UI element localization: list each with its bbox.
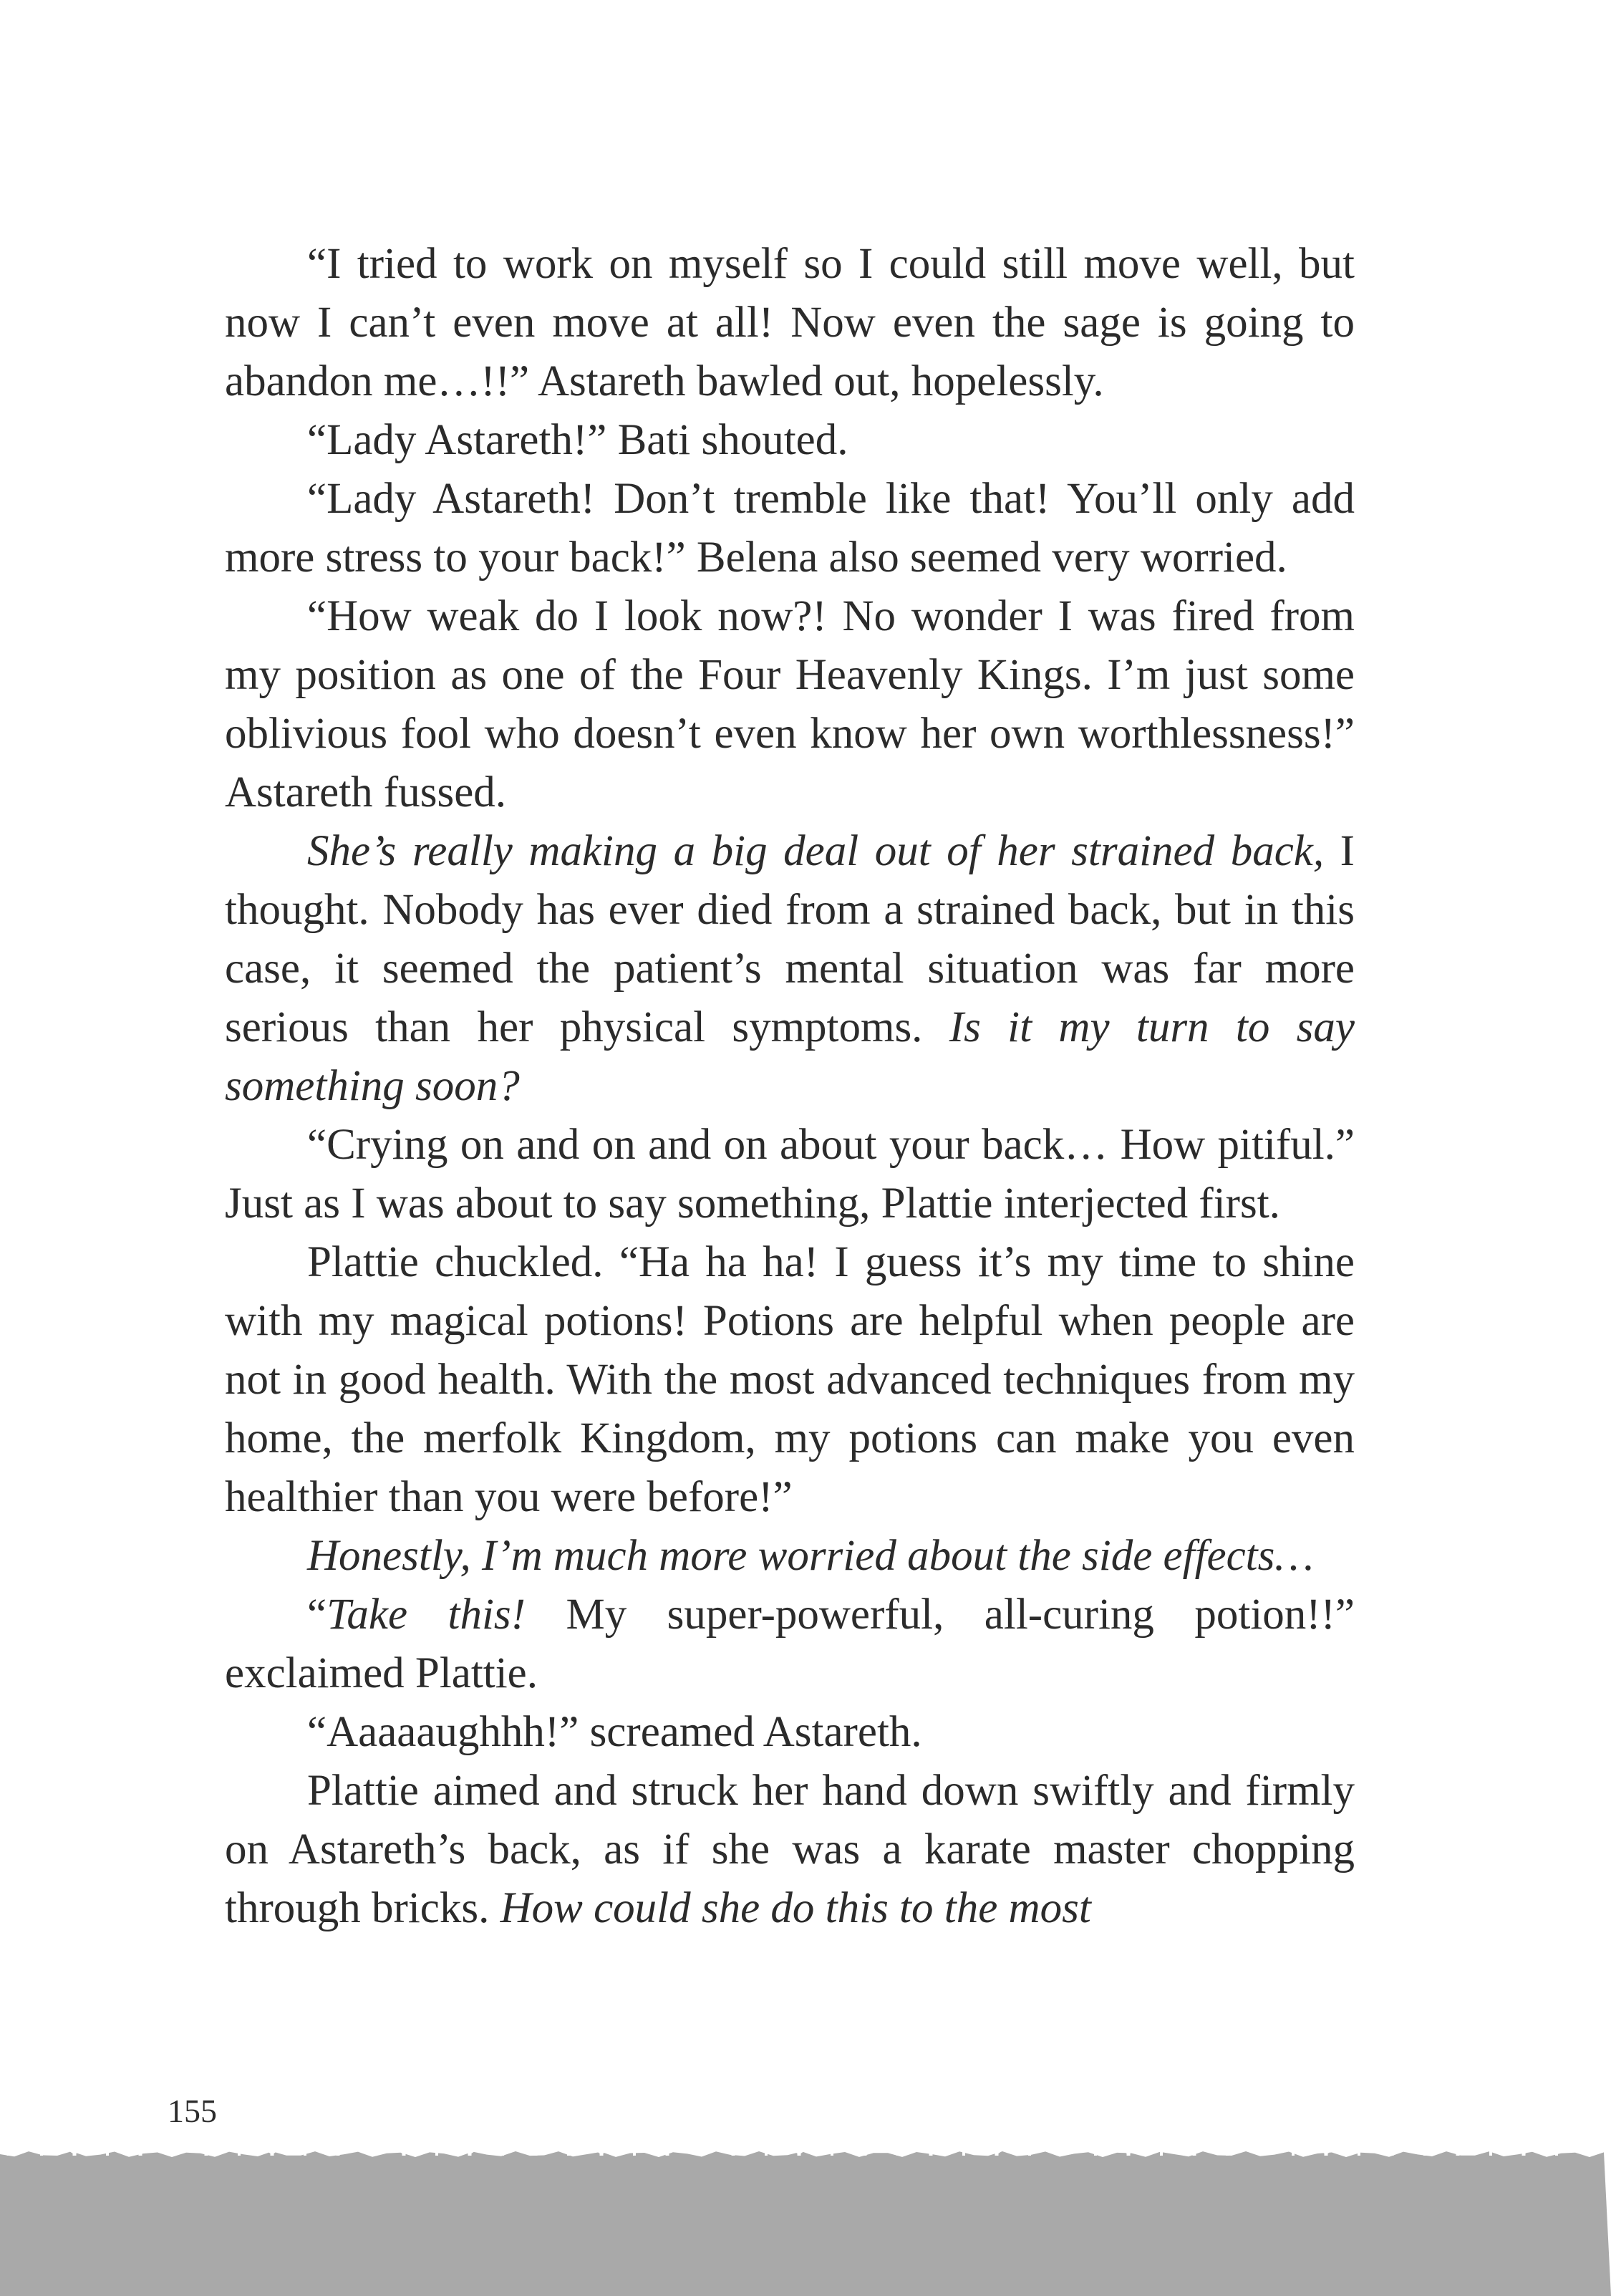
- sprig-icon: [122, 2128, 185, 2156]
- italic-text: Is it my turn to say something soon?: [225, 1003, 1355, 1110]
- sprig-icon: [56, 2128, 119, 2156]
- sprig-icon: [978, 2128, 1041, 2156]
- sprig-icon: [385, 2128, 448, 2156]
- text-run: “Lady Astareth! Don’t tremble like that! You’ll only add more stress to your back!” Belena also seemed very worried.: [225, 475, 1355, 582]
- paragraph: [225, 1762, 1355, 1938]
- text-run: “Aaaaaughhh!” screamed Astareth.: [307, 1708, 922, 1756]
- paragraph: [225, 1586, 1355, 1703]
- text-run: “Crying on and on and on about your back… How pitiful.” Just as I was about to say something, Plattie interjected first.: [225, 1121, 1355, 1227]
- text-run: Plattie chuckled. “Ha ha ha! I guess it’s my time to shine with my magical potions! Potions are helpful when people are not in good health. With the most advanced techniques from my home, the merfolk Kingdom, my potions can make you even healthier than you were before!”: [225, 1238, 1355, 1521]
- sprig-icon: [1571, 2128, 1611, 2156]
- sprig-icon: [1242, 2128, 1305, 2156]
- paragraph: [225, 411, 1355, 470]
- sprig-icon: [517, 2128, 580, 2156]
- sprig-icon: [253, 2128, 316, 2156]
- italic-text: Honestly, I’m much more worried about the side effects…: [307, 1532, 1314, 1580]
- italic-text: She’s really making a big deal out of her strained back,: [307, 827, 1325, 875]
- sprig-icon: [1110, 2128, 1173, 2156]
- footer-band-background: [0, 2151, 1611, 2296]
- text-run: “: [307, 1591, 327, 1639]
- paragraph: [225, 1116, 1355, 1233]
- text-run: Plattie aimed and struck her hand down swiftly and firmly on Astareth’s back, as if she was a karate master chopping through bricks.: [225, 1767, 1355, 1932]
- paragraph: [225, 1703, 1355, 1762]
- paragraph: [225, 587, 1355, 822]
- sprig-icon: [1044, 2128, 1107, 2156]
- sprig-icon: [1373, 2128, 1436, 2156]
- sprig-icon: [188, 2128, 251, 2156]
- sprig-icon: [1505, 2128, 1568, 2156]
- footer-decorative-band: [0, 2127, 1611, 2296]
- sprig-icon: [780, 2128, 843, 2156]
- sprig-icon: [715, 2128, 778, 2156]
- text-run: My super-powerful, all-curing potion!!” exclaimed Plattie.: [225, 1591, 1355, 1697]
- page-number: 155: [168, 2093, 217, 2129]
- sprig-icon: [1439, 2128, 1502, 2156]
- paragraph: [225, 822, 1355, 1116]
- sprig-icon: [1176, 2128, 1239, 2156]
- paragraph: [225, 1233, 1355, 1527]
- paragraph: [225, 470, 1355, 587]
- text-run: “I tried to work on myself so I could still move well, but now I can’t even move at all! Now even the sage is going to abandon me…!!” Astareth bawled out, hopelessly.: [225, 240, 1355, 405]
- sprig-icon: [319, 2128, 382, 2156]
- text-run: “Lady Astareth!” Bati shouted.: [307, 416, 848, 464]
- paragraph: [225, 1527, 1355, 1586]
- sprig-icon: [846, 2128, 909, 2156]
- italic-text: Take this!: [326, 1591, 526, 1639]
- sprig-icon: [451, 2128, 514, 2156]
- sprig-icon: [649, 2128, 712, 2156]
- sprig-icon: [1307, 2128, 1370, 2156]
- sprig-icon: [912, 2128, 975, 2156]
- text-run: I thought. Nobody has ever died from a strained back, but in this case, it seemed the patient’s mental situation was far more serious than her physical symptoms.: [225, 827, 1355, 1051]
- sprig-icon: [0, 2128, 53, 2156]
- sprig-pattern-icon: [0, 2127, 1611, 2296]
- paragraph: [225, 235, 1355, 411]
- italic-text: How could she do this to the most: [500, 1884, 1091, 1932]
- sprig-icon: [583, 2128, 646, 2156]
- body-text: [225, 235, 1355, 1938]
- text-run: “How weak do I look now?! No wonder I was fired from my position as one of the Four Heavenly Kings. I’m just some oblivious fool who doesn’t even know her own worthlessness!” Astareth fussed.: [225, 592, 1355, 816]
